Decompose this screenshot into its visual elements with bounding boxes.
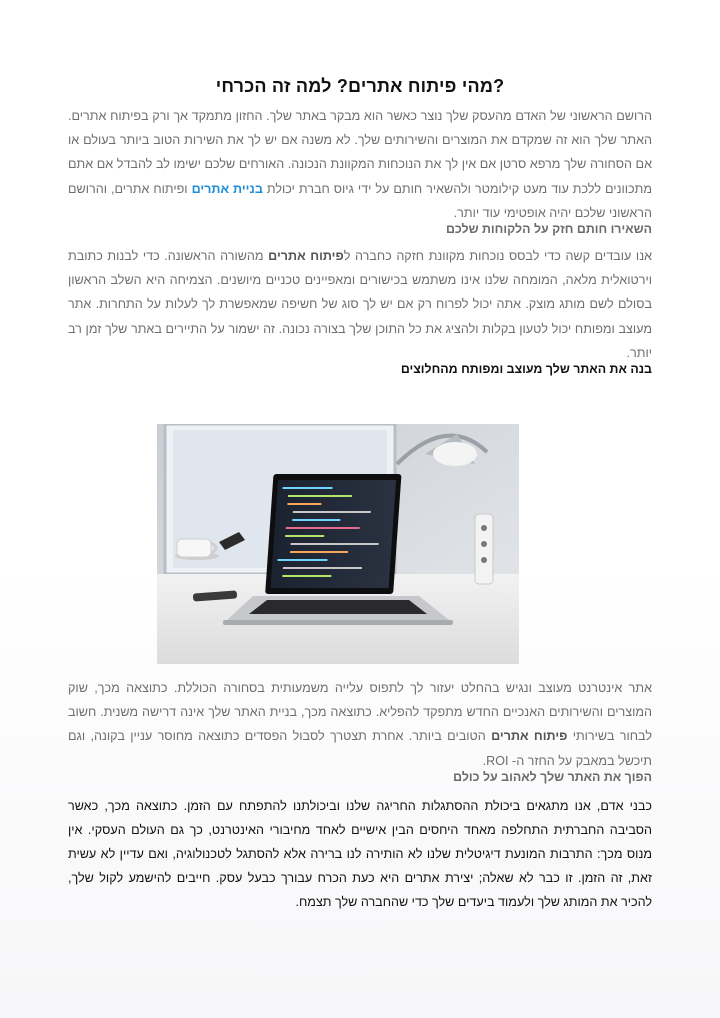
section-heading-impression: השאירו חותם חזק על הלקוחות שלכם: [446, 222, 652, 236]
web-dev-keyword: פיתוח אתרים: [268, 249, 344, 263]
website-building-link[interactable]: בניית אתרים: [191, 181, 263, 196]
loved-paragraph: כבני אדם, אנו מתגאים ביכולת ההסתגלות החריגה שלנו וביכולתנו להתפתח עם הזמן. כתוצאה מכך, כאשר הסביבה החברתית התחלפה מאחד היחסים הבין אישיים לאחד מחיבורי האינטרנט, כך גם העולם העסקי. אין מנוס מכך: התרבות המונעת דיגיטלית שלנו לא הותירה לנו ברירה אלא להסתגל לטכנולוגיה, ואם עדיין לא עשית זאת, זה הזמן. זו כבר לא שאלה; יצירת אתרים היא כעת הכרח עבורך כבעל עסק. חייבים להישמע לקול שלך, להכיר את המותג שלך ולעמוד ביעדים שלך כדי שהחברה שלך תצמח.: [68, 799, 652, 909]
intro-text-end: ופיתוח אתרים, והרושם הראשוני שלכם יהיה אופטימי עוד יותר.: [68, 181, 652, 220]
build-text: אתר אינטרנט מעוצב ונגיש בהחלט יעזור לך לתפוס עלייה משמעותית בסחורה הכוללת. כתוצאה מכך, שוק המוצרים והשירותים האנכיים החדש מתפקד להפליא. כתוצאה מכך, בניית האתר שלך אינה דרישה משנית. חשוב לבחור בשירותי: [68, 681, 652, 744]
impression-text-end: מהשורה הראשונה. כדי לבנות כתובת וירטואלית מלאה, המומחה שלנו אינו משתמש בכישורים ומאפיינים טכניים מיושנים. הצמיחה היא השלב הראשון בסולם לשם מותג מוצק. אתה יכול לפרוח רק אם יש לך סוג של חשיפה שמאפשרת לך לעלות על התחרות. אתר מעוצב ומפותח יכול לטעון בקלות ולהציג את כל התוכן שלך בצורה נכונה. זה ישמור על התיירים באתר שלך זמן רב יותר.: [68, 249, 652, 360]
intro-text: הרושם הראשוני של האדם מהעסק שלך נוצר כאשר הוא מבקר באתר שלך. החזון מתמקד אך ורק בפיתוח אתרים. האתר שלך הוא זה שמקדם את המוצרים והשירותים שלך. לא משנה אם יש לך את השירות הטוב ביותר בעולם או אם הסחורה שלך מרפא סרטן אם אין לך את הנוכחות המקוונת הנכונה. האורחים שלכם ישימו לב להבדל אם אתם מתכוונים ללכת עוד מעט קילומטר ולהשאיר חותם על ידי גיוס חברת יכולת: [68, 109, 652, 196]
web-dev-keyword-2: פיתוח אתרים: [491, 729, 568, 744]
intro-paragraph: [68, 104, 652, 225]
build-paragraph: [68, 676, 652, 773]
impression-paragraph: [68, 244, 652, 365]
impression-text: אנו עובדים קשה כדי לבסס נוכחות מקוונת חזקה כחברה ל: [343, 249, 652, 263]
laptop-desk-photo: [157, 424, 519, 664]
laptop-illustration: [157, 424, 519, 664]
section-heading-build: בנה את האתר שלך מעוצב ומפותח מהחלוצים: [400, 362, 652, 376]
build-text-end: הטובים ביותר. אחרת תצטרך לסבול הפסדים כתוצאה מחוסר עניין בקונה, וגם תיכשל במאבק על החזר ה- ROI.: [68, 729, 652, 768]
section-heading-loved: הפוך את האתר שלך לאהוב על כולם: [453, 770, 652, 784]
page-title: ?מהי פיתוח אתרים? למה זה הכרחי: [215, 76, 505, 96]
